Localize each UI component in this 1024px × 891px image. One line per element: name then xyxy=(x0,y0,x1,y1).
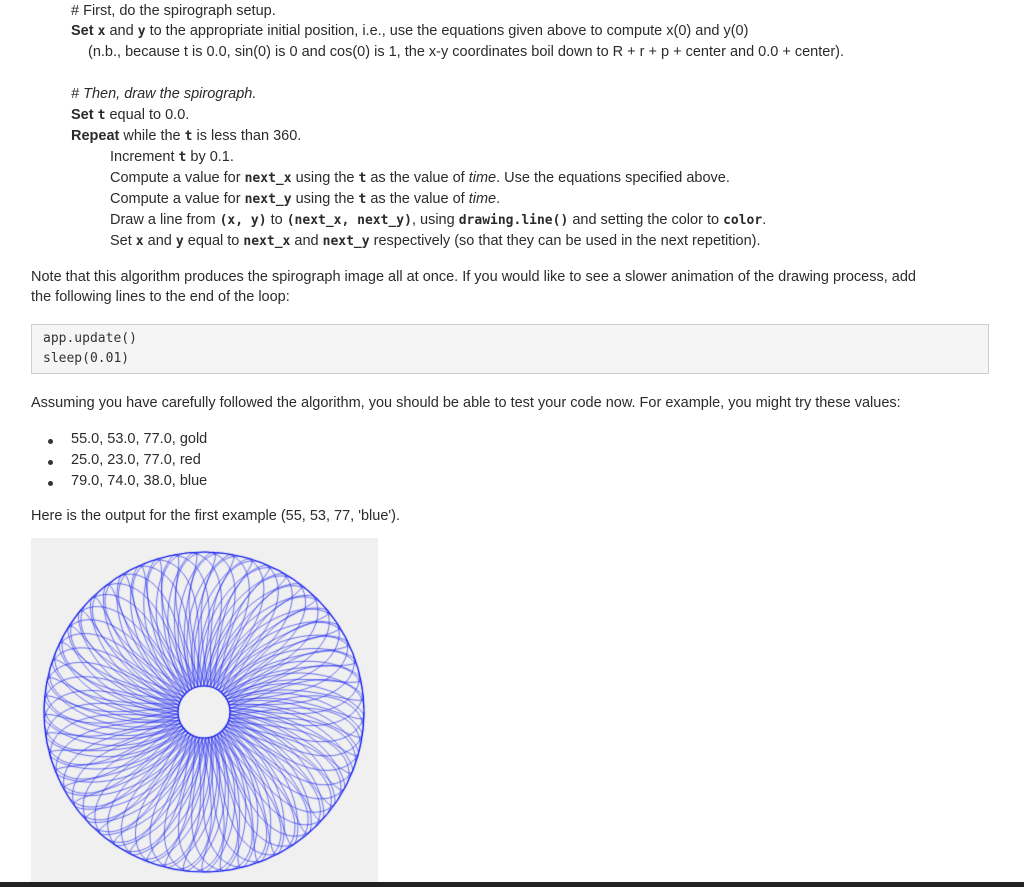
and-word: and xyxy=(294,233,319,249)
code-block xyxy=(31,324,989,374)
spirograph-figure xyxy=(31,538,378,887)
draw-mid: , using xyxy=(411,212,455,228)
compute-mid: using the xyxy=(295,170,355,186)
bullet-icon xyxy=(48,439,53,444)
spirograph-canvas xyxy=(31,538,378,887)
compute-mid2: as the value of xyxy=(370,191,465,207)
bullet-icon xyxy=(48,460,53,465)
note-line-2: the following lines to the end of the loop: xyxy=(31,289,290,305)
compute-post: . Use the equations specified above. xyxy=(496,170,730,186)
time-word: time xyxy=(468,191,497,207)
set-keyword: Set xyxy=(71,107,94,123)
nb-note: (n.b., because t is 0.0, sin(0) is 0 and cos(0) is 1, the x-y coordinates boil down to R + r + p + center and 0.0 + center). xyxy=(88,44,845,60)
to-point: (next_x, next_y) xyxy=(286,213,412,228)
note-line-1: Note that this algorithm produces the spirograph image all at once. If you would like to see a slower animation of the drawing process, add xyxy=(31,269,916,285)
draw-pre: Draw a line from xyxy=(110,212,216,228)
var-t: t xyxy=(178,150,187,165)
var-y: y xyxy=(137,24,146,39)
var-t: t xyxy=(358,192,367,207)
compute-mid2: as the value of xyxy=(370,170,465,186)
repeat-post: is less than 360. xyxy=(196,128,302,144)
var-color: color xyxy=(723,213,763,228)
assuming-paragraph: Assuming you have carefully followed the algorithm, you should be able to test your code now. For example, you might try these values: xyxy=(31,395,901,411)
compute-pre: Compute a value for xyxy=(110,191,241,207)
increment-pre: Increment xyxy=(110,149,175,165)
setup-comment: # First, do the spirograph setup. xyxy=(71,3,276,19)
increment-post: by 0.1. xyxy=(190,149,234,165)
draw-mid2: and setting the color to xyxy=(572,212,720,228)
var-t: t xyxy=(97,108,106,123)
set-t-line xyxy=(71,105,189,126)
var-x: x xyxy=(97,24,106,39)
code-line-1: app.update() xyxy=(43,331,137,346)
output-caption: Here is the output for the first example (55, 53, 77, 'blue'). xyxy=(31,508,401,524)
example-item: 55.0, 53.0, 77.0, gold xyxy=(71,431,208,447)
var-next-y: next_y xyxy=(322,234,370,249)
var-y: y xyxy=(175,234,184,249)
time-word: time xyxy=(468,170,497,186)
set-pre: Set xyxy=(110,233,132,249)
set-keyword: Set xyxy=(71,23,94,39)
set-xy-line xyxy=(71,21,748,42)
bullet-icon xyxy=(48,481,53,486)
compute-pre: Compute a value for xyxy=(110,170,241,186)
var-t: t xyxy=(358,171,367,186)
compute-post: . xyxy=(496,191,501,207)
set-t-rest: equal to 0.0. xyxy=(109,107,190,123)
compute-x-line xyxy=(110,168,730,189)
from-point: (x, y) xyxy=(219,213,267,228)
bottom-edge xyxy=(0,882,1024,887)
set-post: respectively (so that they can be used in the next repetition). xyxy=(373,233,761,249)
set-final-line xyxy=(110,231,761,252)
var-next-x: next_x xyxy=(243,234,291,249)
example-item: 79.0, 74.0, 38.0, blue xyxy=(71,473,208,489)
example-item: 25.0, 23.0, 77.0, red xyxy=(71,452,201,468)
to-word: to xyxy=(270,212,283,228)
code-line-2: sleep(0.01) xyxy=(43,351,130,366)
set-mid: equal to xyxy=(187,233,240,249)
and-word: and xyxy=(147,233,172,249)
draw-comment xyxy=(71,84,256,104)
draw-line-line xyxy=(110,210,766,231)
increment-line xyxy=(110,147,234,168)
draw-comment-text: # Then, draw the spirograph. xyxy=(71,86,257,102)
compute-mid: using the xyxy=(295,191,355,207)
var-t: t xyxy=(184,129,193,144)
drawing-line-func: drawing.line() xyxy=(458,213,569,228)
set-xy-rest: to the appropriate initial position, i.e., use the equations given above to compute x(0) and y(0) xyxy=(149,23,749,39)
repeat-line xyxy=(71,126,301,147)
var-next-y: next_y xyxy=(244,192,292,207)
and-word: and xyxy=(109,23,134,39)
repeat-pre: while the xyxy=(123,128,181,144)
var-next-x: next_x xyxy=(244,171,292,186)
var-x: x xyxy=(135,234,144,249)
repeat-keyword: Repeat xyxy=(71,128,120,144)
draw-post: . xyxy=(762,212,767,228)
compute-y-line xyxy=(110,189,500,210)
